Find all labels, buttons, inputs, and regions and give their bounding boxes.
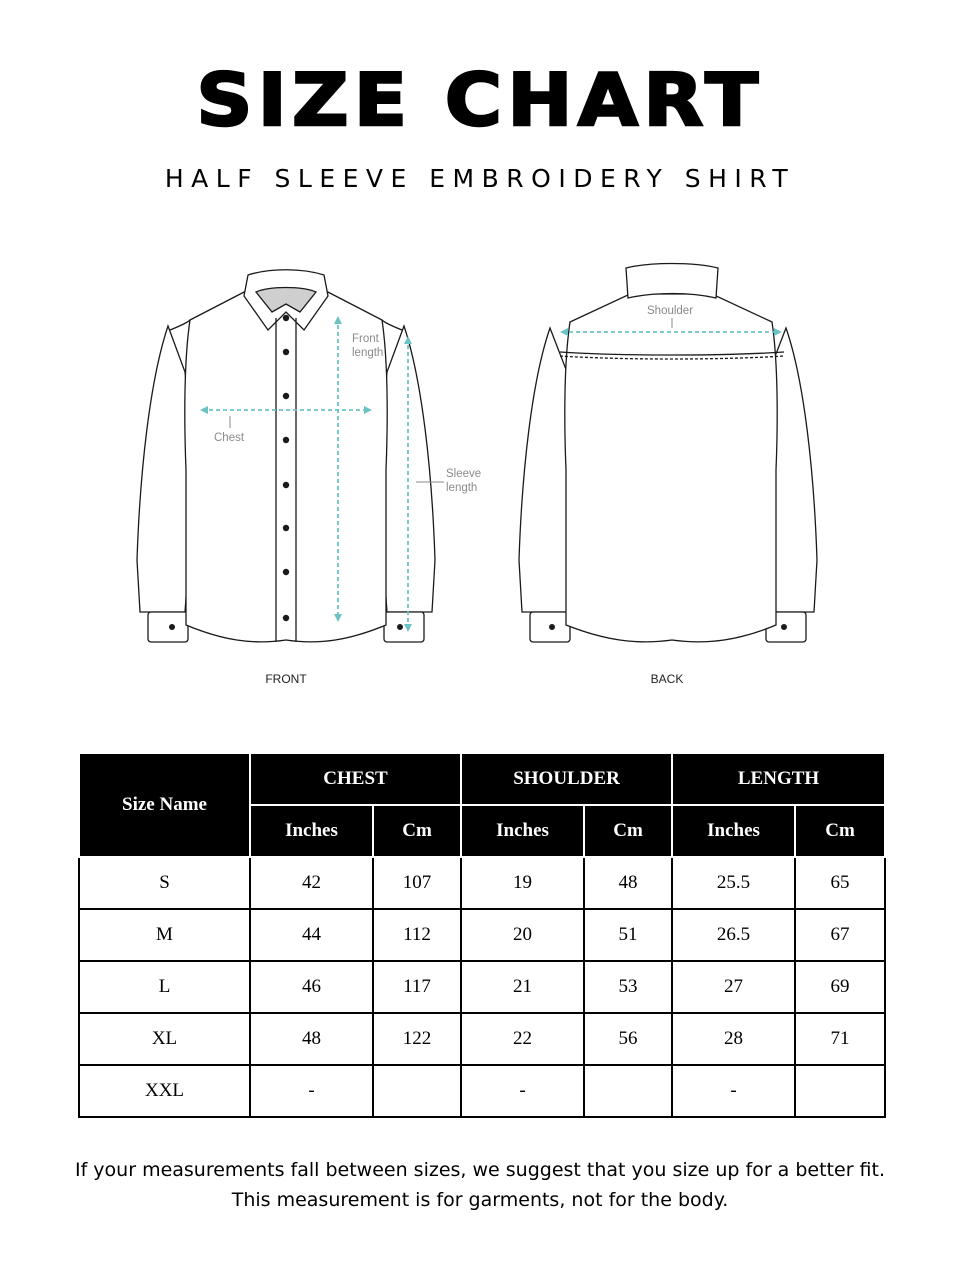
value-cell: 71 (795, 1013, 885, 1065)
table-header-row-groups (79, 753, 885, 805)
unit-header: Inches (672, 805, 795, 857)
chest-label: Chest (214, 432, 245, 444)
value-cell: 48 (584, 857, 672, 909)
chest-header: CHEST (250, 753, 461, 805)
back-view-label: BACK (650, 672, 684, 686)
shirt-illustration (0, 240, 960, 710)
value-cell: - (250, 1065, 373, 1117)
value-cell: 107 (373, 857, 461, 909)
value-cell: 65 (795, 857, 885, 909)
unit-header: Inches (461, 805, 584, 857)
value-cell: 25.5 (672, 857, 795, 909)
table-row (79, 961, 885, 1013)
value-cell: 112 (373, 909, 461, 961)
size-table (78, 752, 886, 1118)
size-name-header: Size Name (79, 753, 250, 857)
value-cell: 56 (584, 1013, 672, 1065)
unit-header: Cm (584, 805, 672, 857)
table-row (79, 857, 885, 909)
unit-header: Cm (795, 805, 885, 857)
shoulder-header: SHOULDER (461, 753, 672, 805)
garment-measurement-note: This measurement is for garments, not for the body. (231, 1189, 729, 1211)
size-cell: XXL (79, 1065, 250, 1117)
value-cell: 69 (795, 961, 885, 1013)
size-cell: S (79, 857, 250, 909)
value-cell: 44 (250, 909, 373, 961)
value-cell (795, 1065, 885, 1117)
sleeve-length-label-line2: length (446, 482, 478, 494)
sleeve-length-label-line1: Sleeve (446, 468, 482, 480)
table-row (79, 909, 885, 961)
value-cell: 67 (795, 909, 885, 961)
value-cell: 26.5 (672, 909, 795, 961)
value-cell: - (461, 1065, 584, 1117)
size-cell: XL (79, 1013, 250, 1065)
value-cell (584, 1065, 672, 1117)
unit-header: Inches (250, 805, 373, 857)
value-cell: - (672, 1065, 795, 1117)
shoulder-label: Shoulder (647, 305, 694, 317)
length-header: LENGTH (672, 753, 885, 805)
value-cell: 122 (373, 1013, 461, 1065)
value-cell: 20 (461, 909, 584, 961)
value-cell: 19 (461, 857, 584, 909)
front-length-label-line2: length (352, 347, 384, 359)
back-shirt-drawing (519, 264, 817, 643)
fit-advice-note: If your measurements fall between sizes, we suggest that you size up for a better fit. (74, 1159, 886, 1181)
value-cell (373, 1065, 461, 1117)
size-cell: M (79, 909, 250, 961)
table-row (79, 1013, 885, 1065)
size-cell: L (79, 961, 250, 1013)
value-cell: 21 (461, 961, 584, 1013)
page-subtitle: HALF SLEEVE EMBROIDERY SHIRT (164, 164, 796, 193)
value-cell: 22 (461, 1013, 584, 1065)
value-cell: 27 (672, 961, 795, 1013)
front-length-label-line1: Front (352, 333, 379, 345)
value-cell: 46 (250, 961, 373, 1013)
value-cell: 51 (584, 909, 672, 961)
table-row (79, 1065, 885, 1117)
value-cell: 53 (584, 961, 672, 1013)
page-title: SIZE CHART (196, 58, 764, 142)
value-cell: 48 (250, 1013, 373, 1065)
unit-header: Cm (373, 805, 461, 857)
value-cell: 28 (672, 1013, 795, 1065)
front-view-label: FRONT (265, 672, 307, 686)
value-cell: 117 (373, 961, 461, 1013)
front-shirt-drawing (137, 270, 435, 642)
value-cell: 42 (250, 857, 373, 909)
